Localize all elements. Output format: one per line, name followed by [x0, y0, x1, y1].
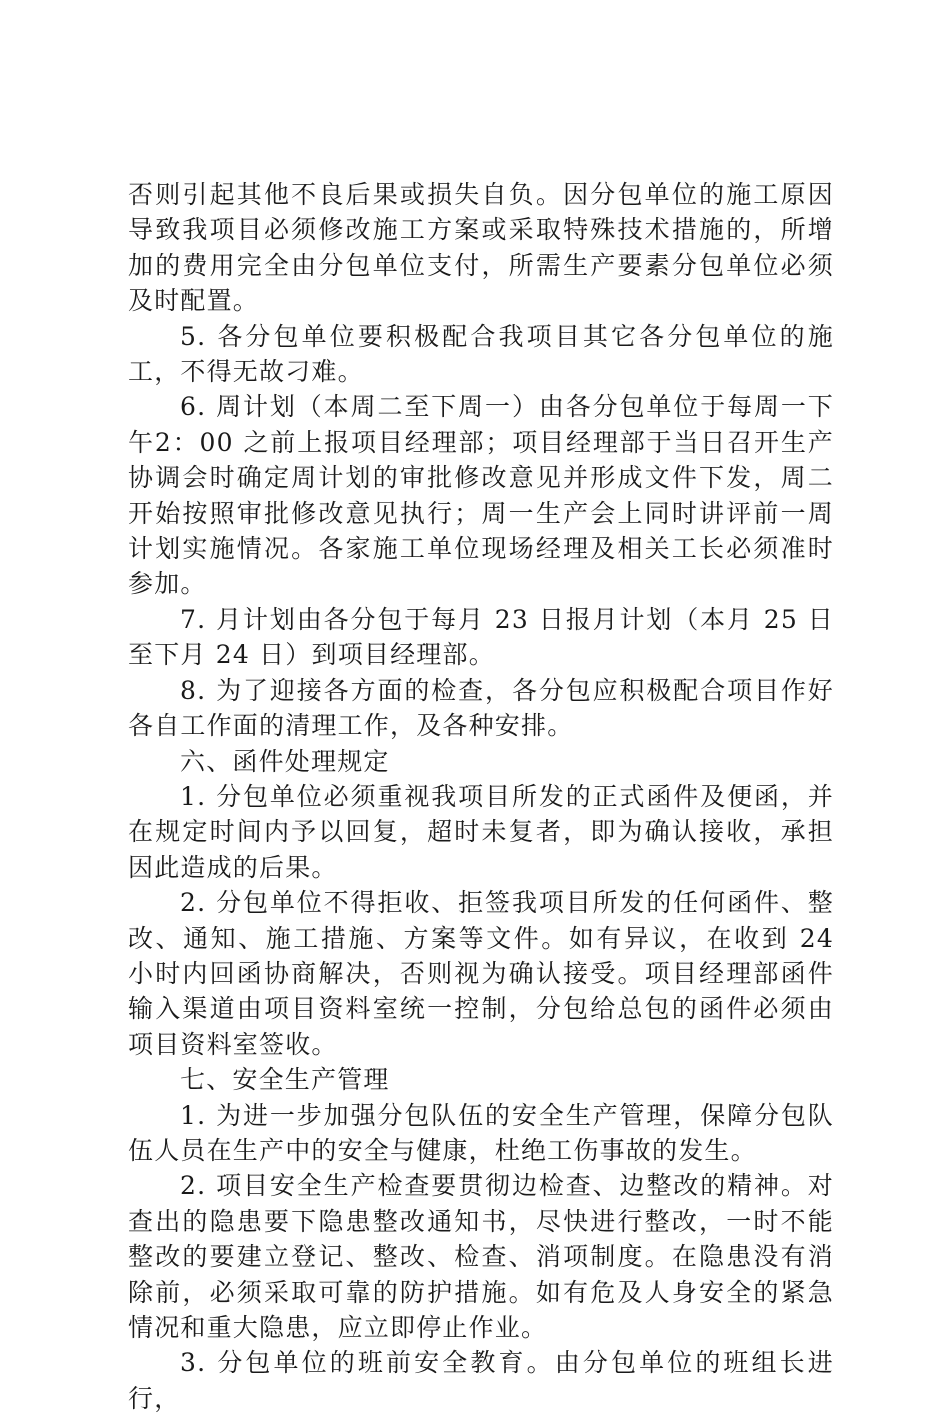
section-heading-6: 六、函件处理规定 — [180, 746, 390, 776]
paragraph-item-6: 6. 周计划（本周二至下周一）由各分包单位于每周一下午2：00 之前上报项目经理部；项目经理部于当日召开生产协调会时确定周计划的审批修改意见并形成文件下发，周二开始按照审批修改意见执行；周一生产会上同时讲评前一周计划实施情况。各家施工单位现场经理及相关工长必须准时参加。 — [128, 392, 834, 599]
section-heading-7: 七、安全生产管理 — [180, 1065, 390, 1095]
paragraph-section7-item-2: 2. 项目安全生产检查要贯彻边检查、边整改的精神。对查出的隐患要下隐患整改通知书，尽快进行整改，一时不能整改的要建立登记、整改、检查、消项制度。在隐患没有消除前，必须采取可靠的防护措施。如有危及人身安全的紧急情况和重大隐患，应立即停止作业。 — [128, 1171, 834, 1342]
paragraph-item-8: 8. 为了迎接各方面的检查，各分包应积极配合项目作好各自工作面的清理工作，及各种安排。 — [128, 675, 834, 741]
paragraph-continuation: 否则引起其他不良后果或损失自负。因分包单位的施工原因导致我项目必须修改施工方案或采取特殊技术措施的，所增加的费用完全由分包单位支付，所需生产要素分包单位必须及时配置。 — [128, 180, 834, 316]
paragraph-item-7: 7. 月计划由各分包于每月 23 日报月计划（本月 25 日至下月 24 日）到项目经理部。 — [128, 604, 834, 670]
paragraph-section7-item-3: 3. 分包单位的班前安全教育。由分包单位的班组长进行， — [128, 1348, 834, 1413]
paragraph-item-5: 5. 各分包单位要积极配合我项目其它各分包单位的施工，不得无故刁难。 — [128, 321, 834, 387]
paragraph-section7-item-1: 1. 为进一步加强分包队伍的安全生产管理，保障分包队伍人员在生产中的安全与健康，杜绝工伤事故的发生。 — [128, 1100, 834, 1165]
document-page — [128, 177, 834, 1416]
paragraph-section6-item-2: 2. 分包单位不得拒收、拒签我项目所发的任何函件、整改、通知、施工措施、方案等文件。如有异议，在收到 24 小时内回函协商解决，否则视为确认接受。项目经理部函件输入渠道由项目资料室统一控制，分包给总包的函件必须由项目资料室签收。 — [128, 888, 834, 1059]
paragraph-section6-item-1: 1. 分包单位必须重视我项目所发的正式函件及便函，并在规定时间内予以回复，超时未复者，即为确认接收，承担因此造成的后果。 — [128, 781, 834, 882]
